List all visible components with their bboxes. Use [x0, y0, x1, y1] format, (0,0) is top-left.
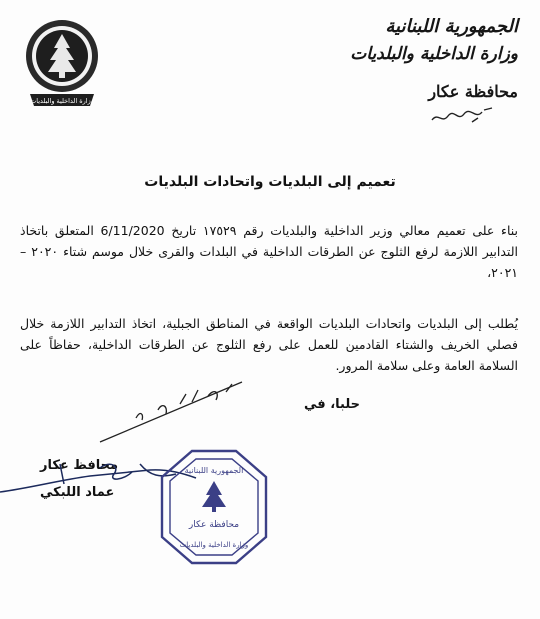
- stamp-middle-text: محافظة عكار: [188, 520, 240, 530]
- handwritten-date: [96, 380, 246, 450]
- document-title: تعميم إلى البلديات واتحادات البلديات: [144, 174, 396, 190]
- place-date-label: حلبا، في: [304, 397, 360, 412]
- handwritten-reference-number: [428, 102, 500, 128]
- body-paragraph-2: يُطلب إلى البلديات واتحادات البلديات الواقعة في المناطق الجبلية، اتخاذ التدابير اللازمة خلال فصلي الخريف والشتاء القادمين للعمل على رفع الثلوج عن الطرقات الداخلية، حفاظاً على السلامة العامة وعلى سلامة المرور.: [20, 316, 518, 373]
- signatory-name: عماد اللبكي: [40, 485, 115, 500]
- official-stamp: [158, 447, 270, 567]
- stamp-top-text: الجمهورية اللبنانية: [184, 466, 244, 475]
- body-paragraph-1: بناء على تعميم معالي وزير الداخلية والبلديات رقم ١٧٥٢٩ تاريخ 6/11/2020 المتعلق باتخاذ التدابير اللازمة لرفع الثلوج عن الطرقات الداخلية في البلدات والقرى خلال موسم شتاء ٢٠٢٠ – ٢٠٢١،: [20, 223, 518, 280]
- ministry-emblem-logo: [24, 18, 100, 110]
- header-governorate: محافظة عكار: [428, 82, 518, 101]
- header-ministry: وزارة الداخلية والبلديات: [350, 44, 518, 64]
- signatory-title: محافظ عكار: [40, 458, 119, 473]
- stamp-bottom-text: وزارة الداخلية والبلديات: [179, 541, 249, 549]
- header-republic: الجمهورية اللبنانية: [385, 16, 518, 37]
- logo-caption: وزارة الداخلية والبلديات: [30, 97, 94, 105]
